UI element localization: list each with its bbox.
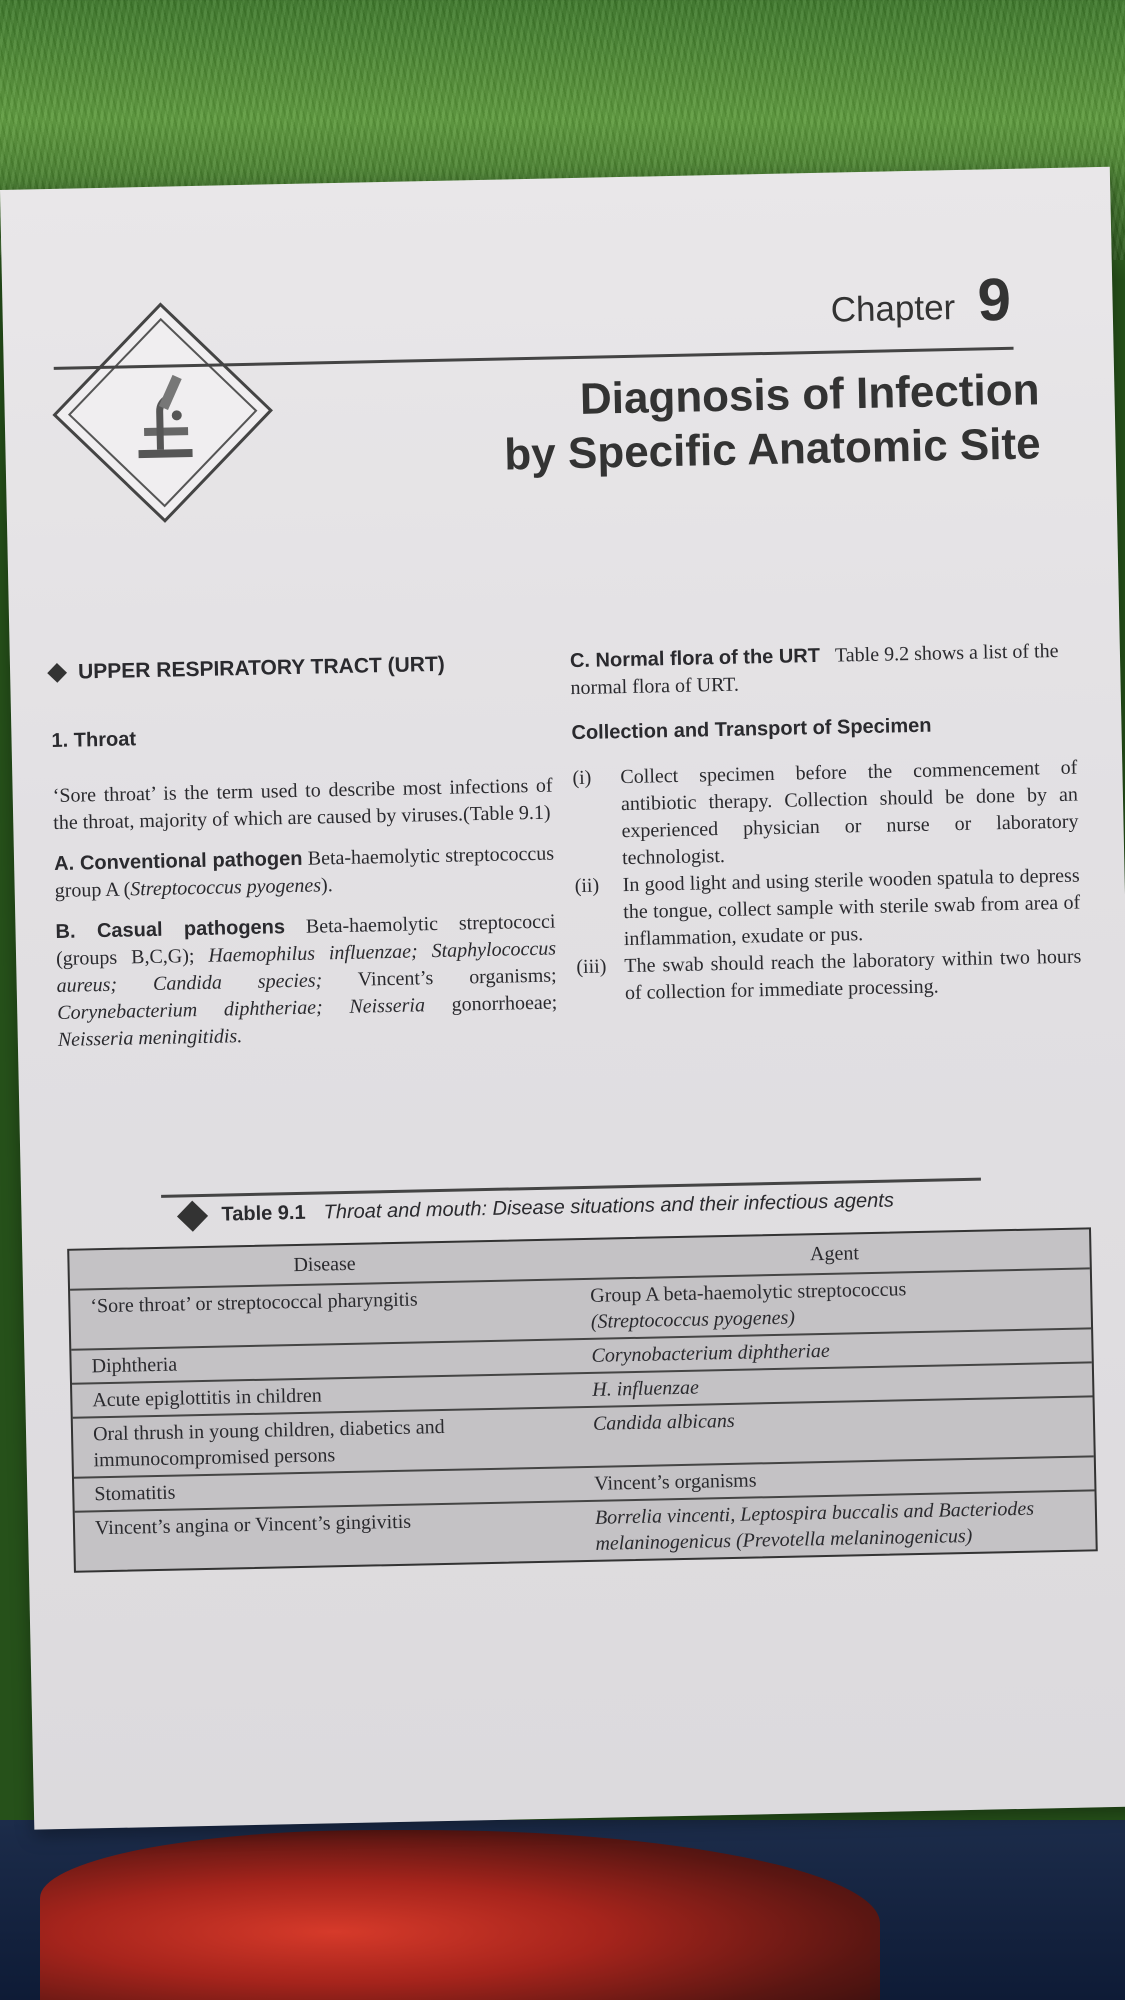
normal-flora-text: Table 9.2 shows a list of the normal flora of URT. <box>570 639 1059 700</box>
agent-cell: Corynobacterium diphtheriae <box>591 1339 831 1367</box>
step-text: The swab should reach the laboratory within two hours of collection for immediate processing. <box>624 945 1082 1005</box>
disease-cell: ‘Sore throat’ or streptococcal pharyngitis <box>90 1288 418 1318</box>
casual-text-2: Vincent’s organisms; <box>321 964 557 992</box>
collection-step <box>572 755 1079 874</box>
agent-cell: Candida albicans <box>592 1409 735 1435</box>
right-column <box>570 638 1082 1008</box>
casual-species-1: Haemophilus influenzae; Staphylococcus aureus; Candida species; <box>56 937 557 997</box>
disease-cell: Vincent’s angina or Vincent’s gingivitis <box>94 1510 412 1540</box>
throat-subheading: 1. Throat <box>51 728 137 753</box>
diamond-bullet-icon <box>47 663 67 683</box>
disease-cell: Acute epiglottitis in children <box>92 1384 322 1412</box>
agent-cell: Borrelia vincenti, Leptospira buccalis and Bacteriodes melaninogenicus (Prevotella melaninogenicus) <box>594 1497 1035 1555</box>
conventional-end: ). <box>320 874 333 897</box>
table-label: Table 9.1 <box>221 1201 306 1226</box>
agent-cell <box>580 1270 1081 1338</box>
conventional-label: A. Conventional pathogen <box>53 847 303 876</box>
agent-cell: Vincent’s organisms <box>593 1469 757 1495</box>
collection-step <box>574 863 1081 955</box>
conventional-species: Streptococcus pyogenes <box>130 874 322 901</box>
step-text: Collect specimen before the commencement of antibiotic therapy. Collection should be done by an experienced physician or nurse or laboratory technologist. <box>620 756 1079 870</box>
microscope-icon <box>129 371 201 462</box>
page-title <box>459 363 1041 483</box>
step-number: (i) <box>572 766 592 790</box>
book-page <box>0 167 1125 1830</box>
casual-species-2: Corynebacterium diphtheriae; Neisseria <box>57 994 426 1024</box>
collection-step <box>576 944 1082 1009</box>
disease-cell: Diphtheria <box>91 1353 178 1378</box>
disease-cell: Stomatitis <box>94 1481 176 1506</box>
conventional-text: Beta-haemolytic streptococcus group A ( <box>54 842 555 903</box>
title-line-2: by Specific Anatomic Site <box>503 419 1042 480</box>
collection-heading: Collection and Transport of Specimen <box>571 714 932 745</box>
header-disease: Disease <box>293 1252 356 1277</box>
title-line-1: Diagnosis of Infection <box>579 365 1040 424</box>
normal-flora-label: C. Normal flora of the URT <box>569 644 821 673</box>
casual-text-3: gonorrhoeae; <box>424 991 558 1017</box>
casual-pathogens-paragraph <box>55 909 558 1054</box>
caption-marker-icon <box>177 1200 208 1231</box>
agent-cell: H. influenzae <box>592 1376 700 1401</box>
left-column <box>50 649 558 1054</box>
chapter-label: Chapter <box>830 288 956 330</box>
disease-table <box>67 1227 1098 1572</box>
agent-italic-text: (Streptococcus pyogenes) <box>590 1306 796 1333</box>
step-number: (iii) <box>576 955 607 979</box>
agent-text: Group A beta-haemolytic streptococcus <box>590 1278 907 1307</box>
table-caption-text: Throat and mouth: Disease situations and their infectious agents <box>323 1189 895 1224</box>
section-heading-text: UPPER RESPIRATORY TRACT (URT) <box>77 652 446 684</box>
casual-label: B. Casual pathogens <box>55 916 286 943</box>
header-agent: Agent <box>809 1242 860 1266</box>
disease-cell: Oral thrush in young children, diabetics and immunocompromised persons <box>92 1415 445 1472</box>
step-number: (ii) <box>574 874 600 898</box>
step-text: In good light and using sterile wooden spatula to depress the tongue, collect sample with sterile swab from area of inflammation, exudate or pus. <box>622 864 1081 951</box>
casual-text-1: Beta-haemolytic streptococci (groups B,C,G); <box>55 910 556 970</box>
chapter-number: 9 <box>976 265 1012 334</box>
casual-species-3: Neisseria meningitidis. <box>57 1025 243 1051</box>
intro-paragraph: ‘Sore throat’ is the term used to describe most infections of the throat, majority of which are caused by viruses.(Table 9.1) <box>52 774 553 835</box>
